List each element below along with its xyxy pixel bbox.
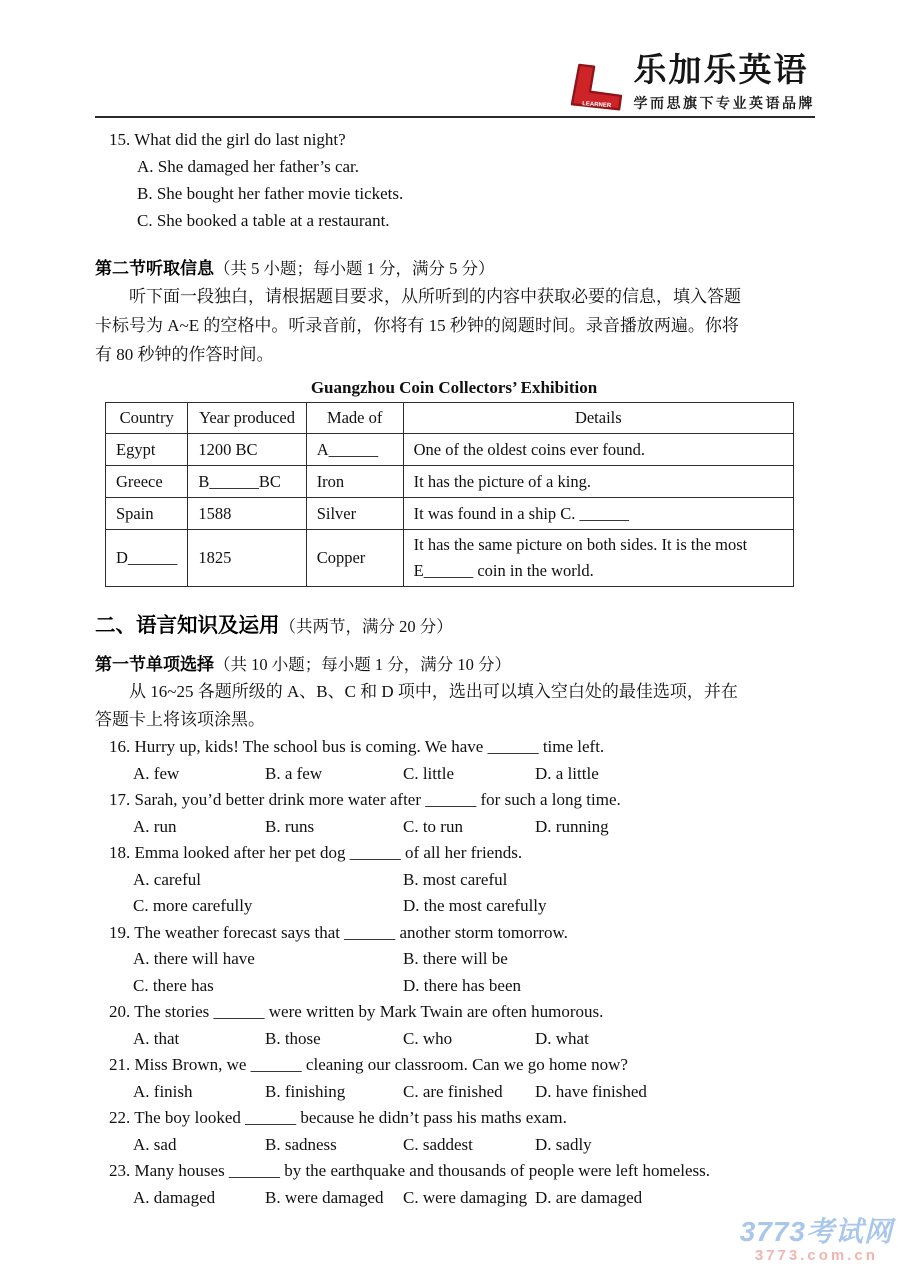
- table-row: [106, 434, 794, 466]
- option-b: B. were damaged: [265, 1187, 384, 1207]
- choice-instructions-line: 从 16~25 各题所级的 A、B、C 和 D 项中，选出可以填入空白处的最佳选项，并在: [129, 682, 738, 701]
- question-stem: 21. Miss Brown, we ______ cleaning our classroom. Can we go home now?: [109, 1055, 628, 1074]
- option-a: A. finish: [133, 1081, 193, 1101]
- question-21: [95, 1052, 813, 1105]
- question-17: [95, 787, 813, 840]
- option-b: B. finishing: [265, 1081, 346, 1101]
- option-b: B. most careful: [403, 869, 508, 889]
- coin-exhibition-table: [105, 402, 794, 587]
- question-15: [95, 126, 813, 234]
- page-content: [0, 126, 901, 1211]
- question-options: [95, 1026, 813, 1053]
- subheading-note: （共 10 小题；每小题 1 分，满分 10 分）: [214, 655, 511, 674]
- listening-instructions-line: 卡标号为 A~E 的空格中。听录音前，你将有 15 秒钟的阅题时间。录音播放两遍。你将: [95, 316, 739, 335]
- column-header-country: Country: [106, 403, 188, 434]
- option-a: A. that: [133, 1028, 180, 1048]
- question-20: [95, 999, 813, 1052]
- section-heading-note: （共 5 小题；每小题 1 分，满分 5 分）: [214, 259, 495, 278]
- table-cell: Egypt: [106, 434, 188, 466]
- question-stem: 17. Sarah, you’d better drink more water after ______ for such a long time.: [109, 790, 621, 809]
- question-options: [95, 1132, 813, 1159]
- option-d: D. what: [535, 1028, 589, 1048]
- option-d: D. have finished: [535, 1081, 647, 1101]
- watermark-site-url: 3773.com.cn: [754, 1247, 878, 1264]
- learner-l-icon: [568, 63, 624, 113]
- option-a: A. few: [133, 763, 180, 783]
- table-row: [106, 498, 794, 530]
- option-c: C. more carefully: [133, 896, 253, 915]
- option-d: D. sadly: [535, 1134, 592, 1154]
- table-cell: It was found in a ship C. ______: [403, 498, 793, 530]
- listening-instructions-line: 有 80 秒钟的作答时间。: [95, 345, 274, 364]
- single-choice-subheading: [95, 651, 813, 678]
- listening-instructions-line: 听下面一段独白，请根据题目要求，从所听到的内容中获取必要的信息，填入答题: [129, 287, 741, 306]
- column-header-year: Year produced: [188, 403, 306, 434]
- table-cell: 1588: [188, 498, 306, 530]
- section-heading-bold: 二、语言知识及运用: [95, 614, 280, 637]
- option-c: C. are finished: [403, 1081, 503, 1101]
- column-header-made-of: Made of: [306, 403, 403, 434]
- listening-section-heading: [95, 255, 813, 282]
- question-23: [95, 1158, 813, 1211]
- table-cell: D______: [106, 530, 188, 587]
- option-c: C. who: [403, 1028, 453, 1048]
- question-options: [95, 814, 813, 841]
- question-stem: 23. Many houses ______ by the earthquake and thousands of people were left homeless.: [109, 1161, 710, 1180]
- question-options: [95, 1079, 813, 1106]
- option-c: C. She booked a table at a restaurant.: [137, 211, 390, 230]
- brand-subtitle: 学而思旗下专业英语品牌: [633, 95, 815, 111]
- table-cell: Silver: [306, 498, 403, 530]
- option-a: A. careful: [133, 869, 201, 889]
- option-c: C. there has: [133, 975, 214, 995]
- question-stem: 19. The weather forecast says that ______ another storm tomorrow.: [109, 922, 568, 942]
- language-section-heading: [95, 610, 813, 642]
- option-a: A. there will have: [133, 949, 255, 968]
- option-b: B. those: [265, 1028, 321, 1048]
- option-a: A. She damaged her father’s car.: [137, 157, 360, 176]
- watermark-site-name: 3773考试网: [739, 1216, 893, 1247]
- table-row: [106, 466, 794, 498]
- option-d: D. running: [535, 816, 609, 836]
- table-cell: Copper: [306, 530, 403, 587]
- question-19: [95, 920, 813, 1000]
- choice-instructions-line: 答题卡上将该项涂黑。: [95, 710, 265, 729]
- question-22: [95, 1105, 813, 1158]
- option-d: D. a little: [535, 763, 599, 783]
- table-header-row: [106, 403, 794, 434]
- table-cell: A______: [306, 434, 403, 466]
- option-d: D. there has been: [403, 975, 522, 995]
- option-c: C. to run: [403, 816, 463, 836]
- option-a: A. run: [133, 816, 177, 836]
- site-watermark: [740, 1217, 893, 1265]
- table-cell: One of the oldest coins ever found.: [403, 434, 793, 466]
- question-stem: 20. The stories ______ were written by Mark Twain are often humorous.: [109, 1002, 604, 1021]
- option-c: C. little: [403, 763, 454, 783]
- question-stem: 18. Emma looked after her pet dog ______ of all her friends.: [109, 843, 523, 862]
- section-heading-bold: 第二节听取信息: [95, 259, 214, 278]
- table-cell: Greece: [106, 466, 188, 498]
- question-18: [95, 840, 813, 920]
- page-header: [95, 0, 815, 118]
- question-stem: 15. What did the girl do last night?: [109, 130, 346, 149]
- brand-text-block: [634, 53, 816, 113]
- table-cell: 1825: [188, 530, 306, 587]
- table-cell: It has the same picture on both sides. It is the most E______ coin in the world.: [403, 530, 793, 587]
- option-c: C. saddest: [403, 1134, 473, 1154]
- table-cell: Spain: [106, 498, 188, 530]
- brand-name: 乐加乐英语: [633, 51, 809, 89]
- option-b: B. there will be: [403, 949, 508, 968]
- section-heading-note: （共两节，满分 20 分）: [279, 617, 453, 636]
- subheading-bold: 第一节单项选择: [95, 655, 214, 674]
- option-b: B. sadness: [265, 1134, 337, 1154]
- svg-text:LEARNER: LEARNER: [581, 101, 611, 110]
- question-16: [95, 734, 813, 787]
- option-d: D. the most carefully: [403, 896, 547, 915]
- question-options: [95, 761, 813, 788]
- option-b: B. runs: [265, 816, 315, 836]
- question-options: [95, 867, 813, 920]
- column-header-details: Details: [403, 403, 793, 434]
- question-options: [95, 1185, 813, 1212]
- option-a: A. damaged: [133, 1187, 216, 1207]
- question-stem: 16. Hurry up, kids! The school bus is coming. We have ______ time left.: [109, 737, 605, 756]
- question-options: [95, 946, 813, 999]
- option-a: A. sad: [133, 1134, 177, 1154]
- option-b: B. a few: [265, 763, 323, 783]
- table-cell: 1200 BC: [188, 434, 306, 466]
- brand-logo: [568, 53, 816, 113]
- table-cell: It has the picture of a king.: [403, 466, 793, 498]
- table-cell: B______BC: [188, 466, 306, 498]
- option-c: C. were damaging: [403, 1187, 528, 1207]
- question-stem: 22. The boy looked ______ because he didn’t pass his maths exam.: [109, 1108, 567, 1127]
- table-cell: Iron: [306, 466, 403, 498]
- table-row: [106, 530, 794, 587]
- table-title: Guangzhou Coin Collectors’ Exhibition: [310, 378, 598, 397]
- option-d: D. are damaged: [535, 1187, 643, 1207]
- option-b: B. She bought her father movie tickets.: [137, 184, 404, 203]
